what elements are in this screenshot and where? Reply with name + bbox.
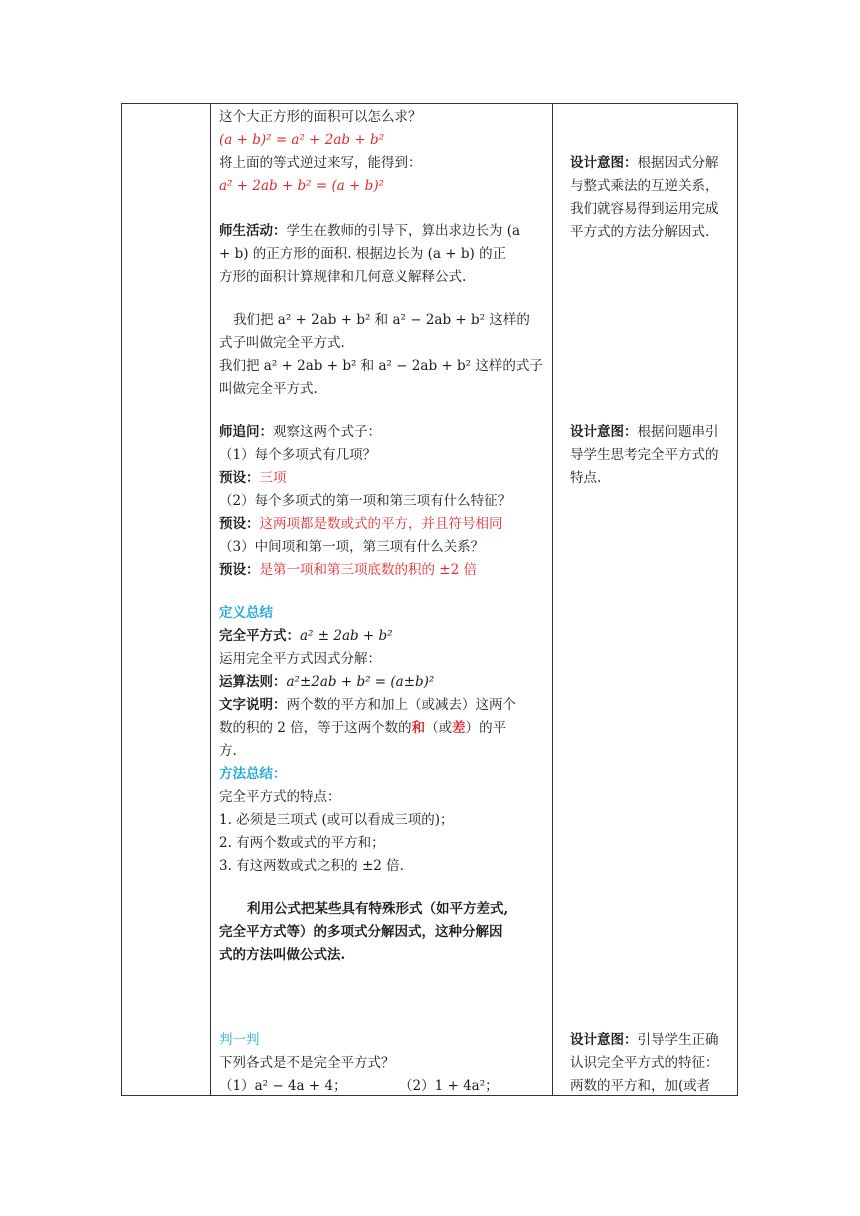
- activity-line-3: 方形的面积计算规律和几何意义解释公式.: [219, 269, 467, 285]
- design-note-1: 设计意图：根据因式分解 与整式乘法的互逆关系， 我们就容易得到运用完成 平方式的方法分解因式.: [570, 155, 719, 240]
- design-intent-column: [562, 104, 740, 1095]
- definition-2-line-2: 叫做完全平方式.: [219, 381, 318, 397]
- difference-highlight: 差: [452, 720, 466, 736]
- feature-3: 3. 有这两数或式之积的 ±2 倍.: [219, 858, 404, 874]
- formula-reversed: a² + 2ab + b² = (a + b)²: [219, 178, 385, 194]
- judge-item-2: （2）1 + 4a²；: [399, 1078, 499, 1094]
- activity-line-1: 师生活动：学生在教师的引导下，算出求边长为 (a: [219, 223, 521, 239]
- answer-1: 预设：三项: [219, 470, 287, 486]
- column-divider-left: [210, 104, 211, 1095]
- question-3: （3）中间项和第一项，第三项有什么关系？: [219, 539, 485, 555]
- reverse-text: 将上面的等式逆过来写，能得到：: [219, 155, 422, 171]
- activity-column: [219, 104, 549, 1095]
- definition-2-line-1: 我们把 a² + 2ab + b² 和 a² − 2ab + b² 这样的式子: [219, 358, 543, 374]
- formula-method-line-2: 完全平方式等）的多项式分解因式，这种分解因: [219, 924, 503, 940]
- lesson-table: [121, 103, 738, 1096]
- feature-1: 1. 必须是三项式 (或可以看成三项的)；: [219, 812, 454, 828]
- ask-label: 师追问：: [219, 424, 273, 440]
- definition-1-line-1: 我们把 a² + 2ab + b² 和 a² − 2ab + b² 这样的: [233, 312, 530, 328]
- judge-heading: 判一判: [219, 1032, 260, 1048]
- features-title: 完全平方式的特点：: [219, 789, 341, 805]
- follow-up-question: 师追问：观察这两个式子：: [219, 424, 381, 440]
- feature-2: 2. 有两个数或式的平方和；: [219, 835, 385, 851]
- answer-3: 预设：是第一项和第三项底数的积的 ±2 倍: [219, 562, 477, 578]
- description-line-2: 数的积的 2 倍，等于这两个数的和（或差）的平: [219, 720, 507, 736]
- activity-label: 师生活动：: [219, 223, 287, 239]
- sum-highlight: 和: [411, 720, 426, 736]
- perfect-square-definition: 完全平方式：a² ± 2ab + b²: [219, 628, 393, 644]
- definition-summary-heading: 定义总结: [219, 605, 273, 621]
- area-question: 这个大正方形的面积可以怎么求？: [219, 109, 422, 125]
- column-divider-right: [552, 104, 553, 1095]
- method-summary-heading: 方法总结：: [219, 766, 287, 782]
- question-2: （2）每个多项式的第一项和第三项有什么特征？: [219, 493, 512, 509]
- description-line-3: 方.: [219, 743, 237, 759]
- judge-question: 下列各式是不是完全平方式？: [219, 1055, 395, 1071]
- answer-2: 预设：这两项都是数或式的平方，并且符号相同: [219, 516, 503, 532]
- activity-line-2: + b) 的正方形的面积. 根据边长为 (a + b) 的正: [219, 246, 507, 262]
- design-note-3: 设计意图：引导学生正确 认识完全平方式的特征： 两数的平方和，加(或者: [570, 1032, 719, 1094]
- formula-square-expansion: (a + b)² = a² + 2ab + b²: [219, 132, 385, 148]
- formula-method-line-1: 利用公式把某些具有特殊形式（如平方差式,: [247, 901, 509, 917]
- design-note-2: 设计意图：根据问题串引 导学生思考完全平方式的 特点.: [570, 424, 719, 486]
- apply-text: 运用完全平方式因式分解：: [219, 651, 381, 667]
- question-1: （1）每个多项式有几项？: [219, 447, 377, 463]
- formula-method-line-3: 式的方法叫做公式法.: [219, 947, 346, 963]
- description-line-1: 文字说明：两个数的平方和加上（或减去）这两个: [219, 697, 516, 713]
- judge-item-1: （1）a² − 4a + 4；: [219, 1078, 347, 1094]
- definition-1-line-2: 式子叫做完全平方式.: [219, 335, 345, 351]
- operation-rule: 运算法则：a²±2ab + b² = (a±b)²: [219, 674, 435, 690]
